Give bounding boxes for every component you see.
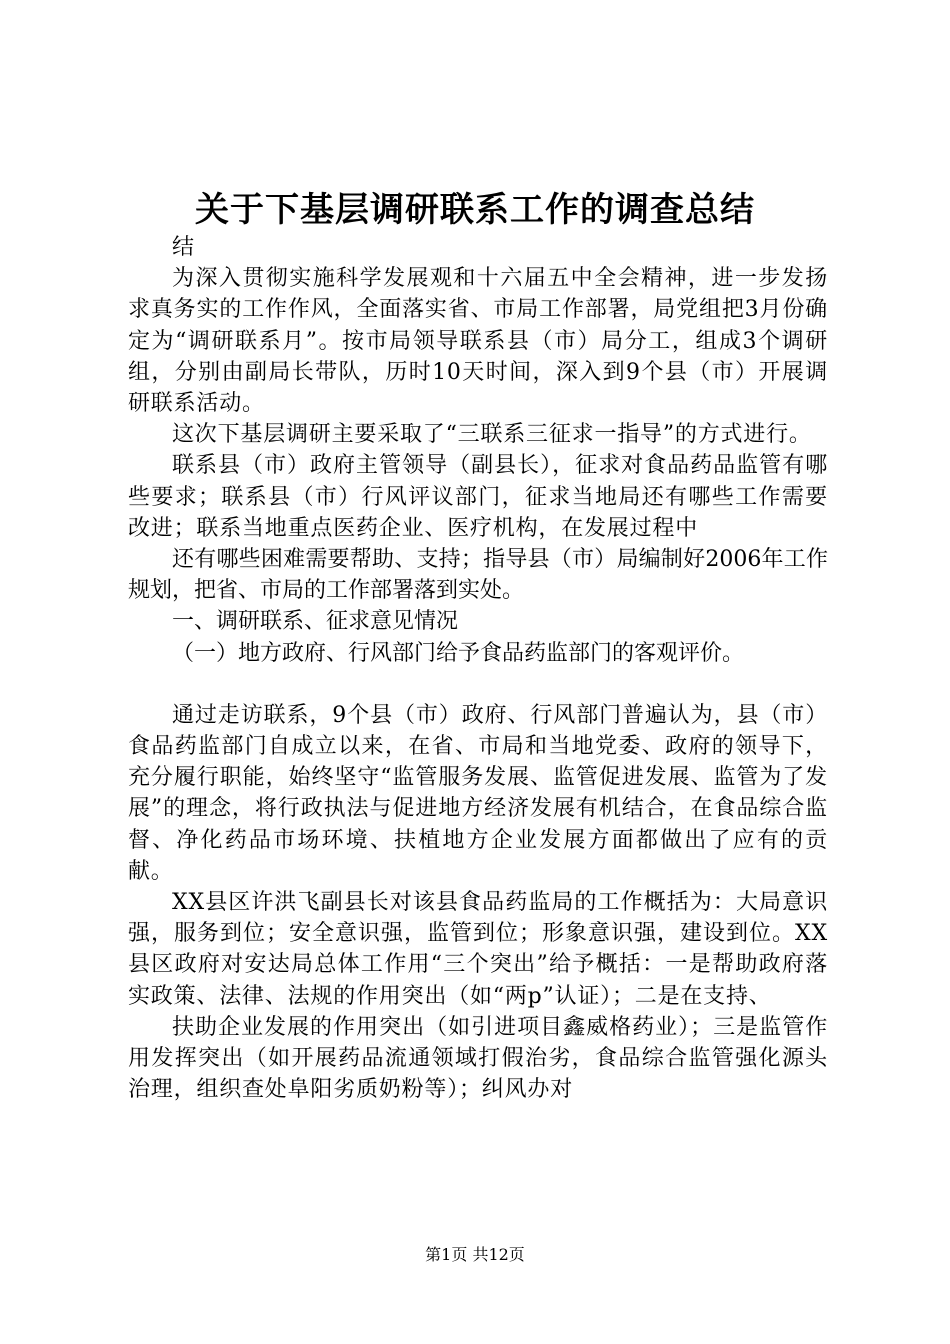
paragraph-fragment: 结 <box>172 235 195 260</box>
paragraph-county-summary: XX县区许洪飞副县长对该县食品药监局的工作概括为：大局意识强，服务到位；安全意识强，监管到位；形象意识强，建设到位。XX县区政府对安达局总体工作用“三个突出”给予概括：一是帮助政府落实政策、法律、法规的作用突出（如“两p”认证）；二是在支持、 <box>128 890 828 1009</box>
document-body <box>128 232 828 1105</box>
paragraph-guidance: 还有哪些困难需要帮助、支持；指导县（市）局编制好2006年工作规划，把省、市局的工作部署落到实处。 <box>128 547 828 604</box>
paragraph-intro: 为深入贯彻实施科学发展观和十六届五中全会精神，进一步发扬求真务实的工作作风，全面落实省、市局工作部署，局党组把3月份确定为“调研联系月”。按市局领导联系县（市）局分工，组成3个调研组，分别由副局长带队，历时10天时间，深入到9个县（市）开展调研联系活动。 <box>128 266 828 417</box>
subsection-heading-1: （一）地方政府、行风部门给予食品药监部门的客观评价。 <box>172 640 745 666</box>
page-footer: 第1页 共12页 <box>425 1245 525 1264</box>
paragraph-method: 这次下基层调研主要采取了“三联系三征求一指导”的方式进行。 <box>172 422 812 448</box>
paragraph-evaluation: 通过走访联系，9个县（市）政府、行风部门普遍认为，县（市）食品药监部门自成立以来，在省、市局和当地党委、政府的领导下，充分履行职能，始终坚守“监管服务发展、监管促进发展、监管为了发展”的理念，将行政执法与促进地方经济发展有机结合，在食品综合监督、净化药品市场环境、扶植地方企业发展方面都做出了应有的贡献。 <box>128 702 828 884</box>
paragraph-enterprise-support: 扶助企业发展的作用突出（如引进项目鑫威格药业）；三是监管作用发挥突出（如开展药品流通领域打假治劣，食品综合监管强化源头治理，组织查处阜阳劣质奶粉等）；纠风办对 <box>128 1014 828 1103</box>
paragraph-contacts: 联系县（市）政府主管领导（副县长），征求对食品药品监管有哪些要求；联系县（市）行风评议部门，征求当地局还有哪些工作需要改进；联系当地重点医药企业、医疗机构，在发展过程中 <box>128 453 828 541</box>
document-title: 关于下基层调研联系工作的调查总结 <box>195 190 755 230</box>
section-heading-1: 一、调研联系、征求意见情况 <box>172 609 459 635</box>
